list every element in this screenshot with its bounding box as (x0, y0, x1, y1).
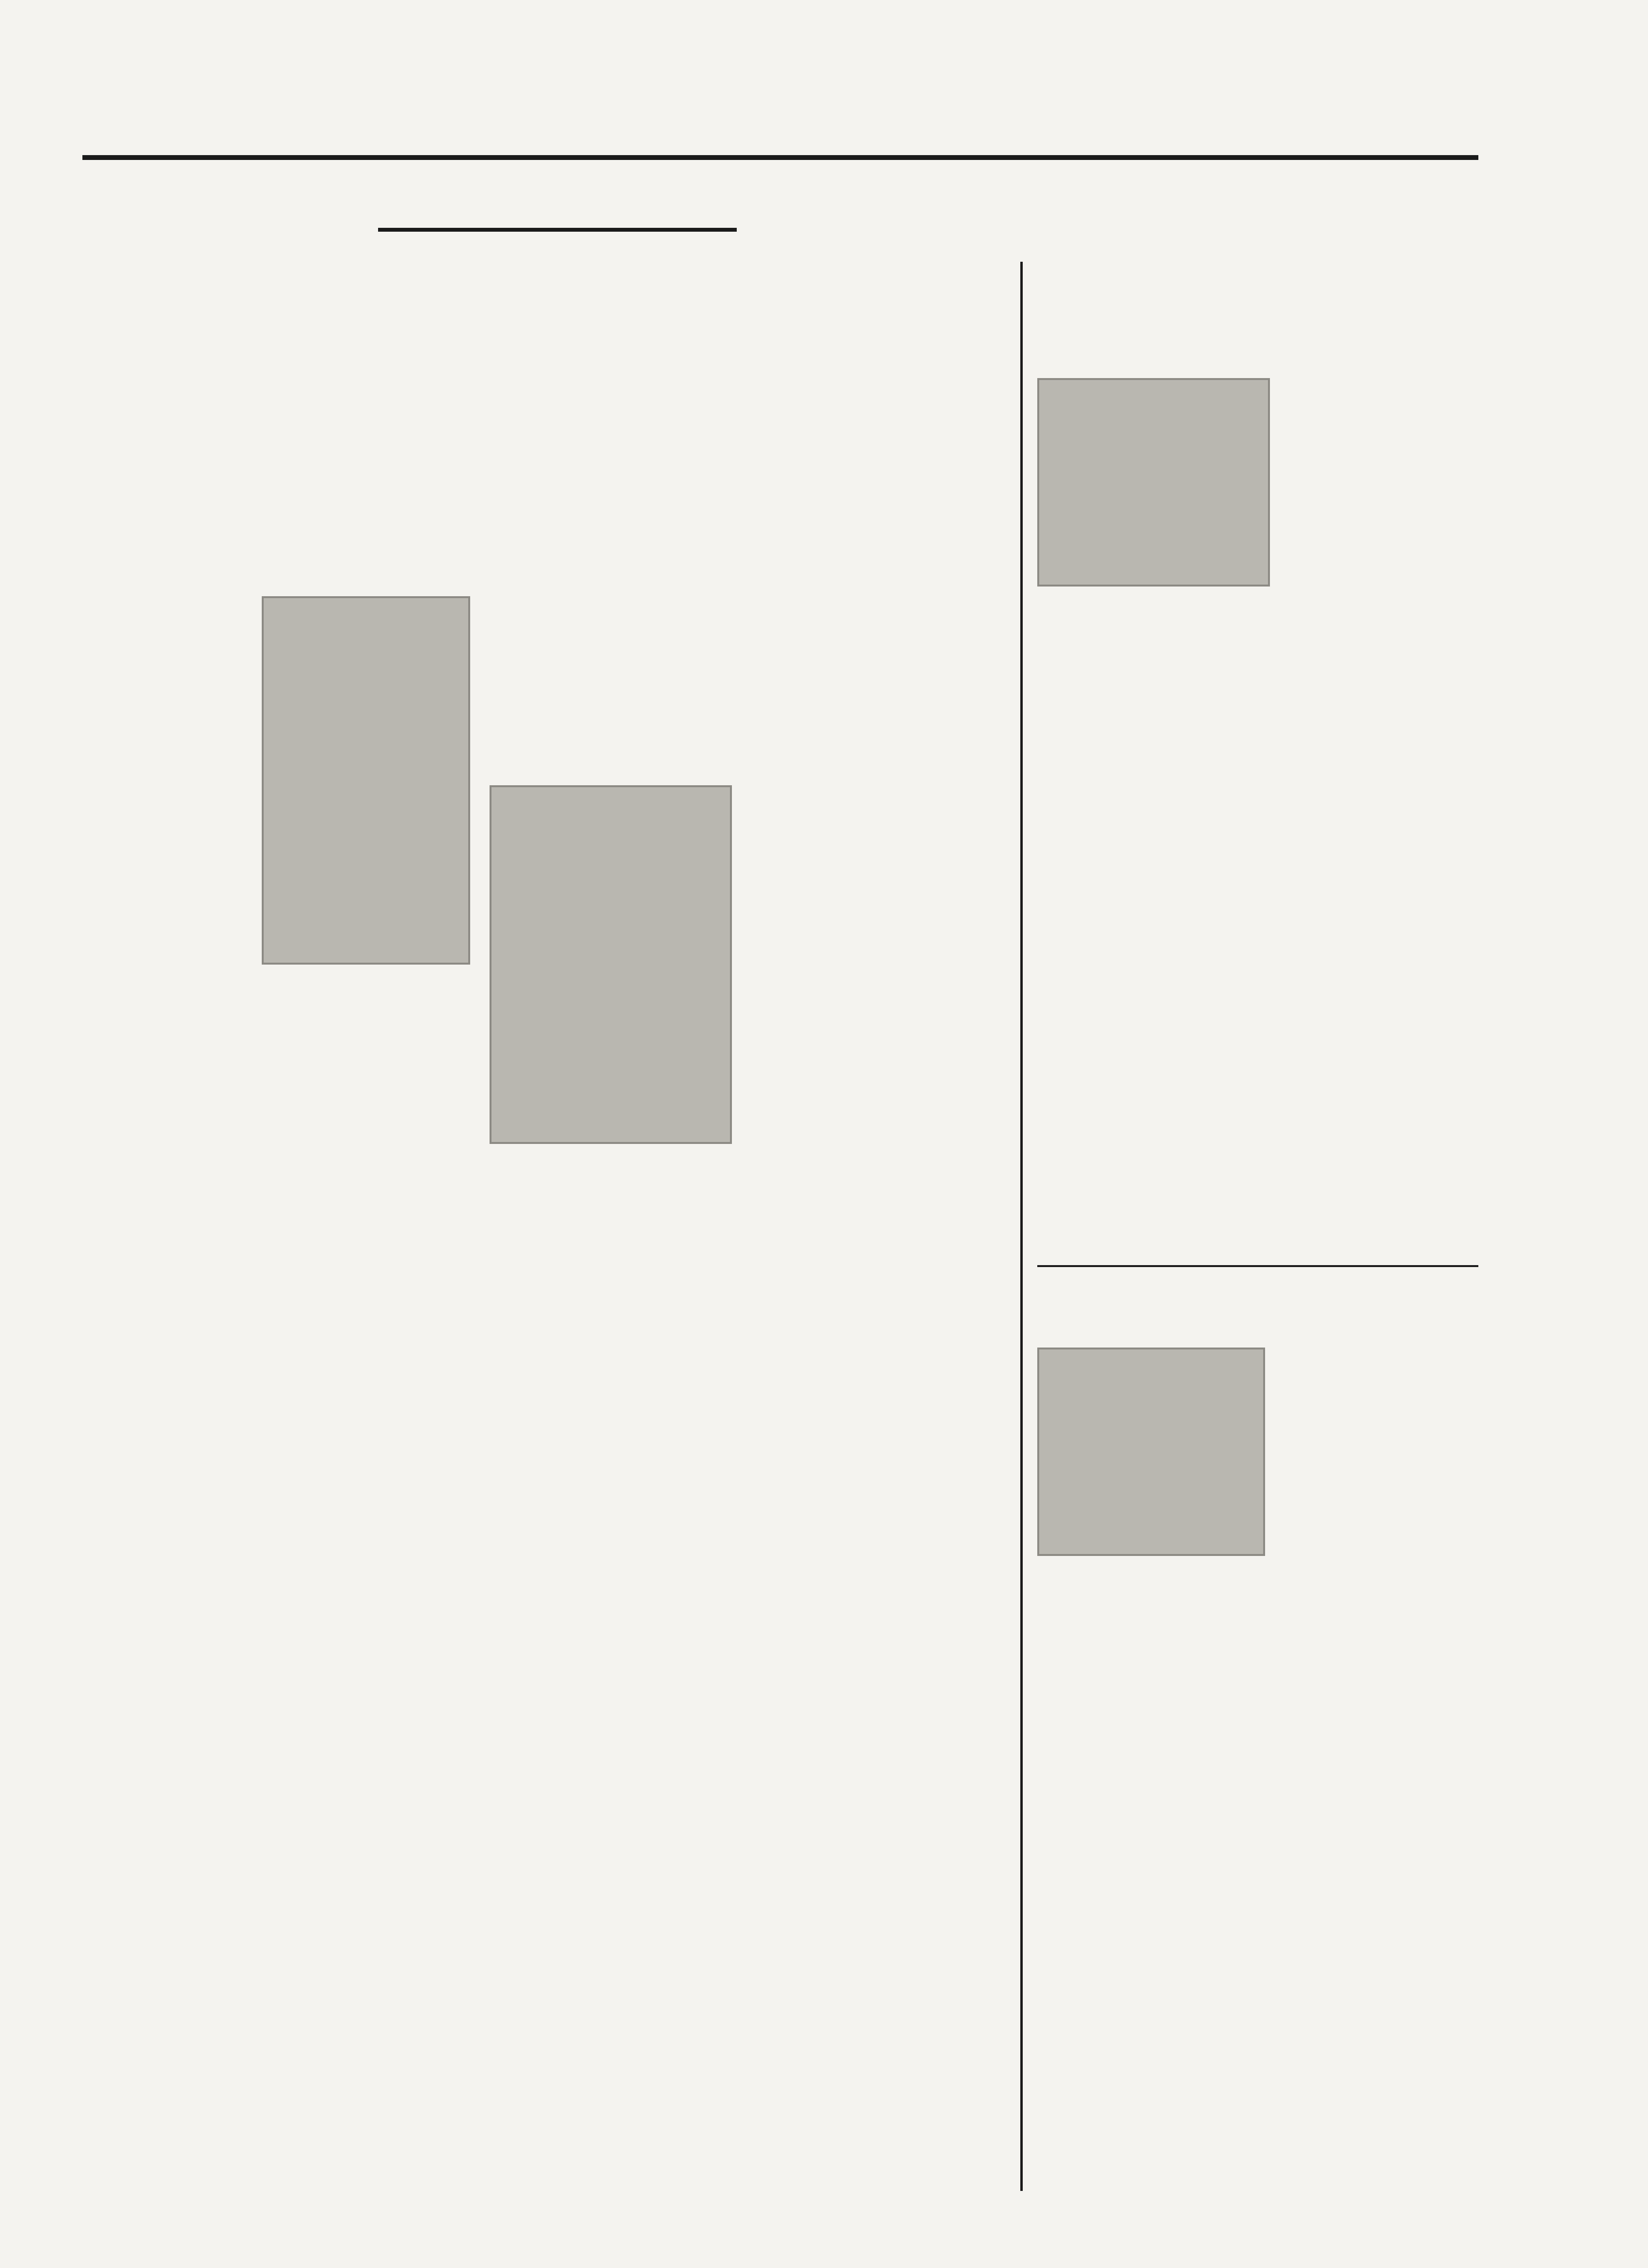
profile-1-headline (1037, 267, 1478, 364)
main-article-photo-young (262, 596, 470, 965)
profile-2-byline (1037, 2118, 1478, 2147)
main-article-headline (82, 262, 1003, 330)
column-divider (1020, 262, 1023, 2191)
profile-2-body (1037, 1348, 1478, 2104)
masthead (82, 82, 1478, 160)
profile-1-body (1037, 378, 1478, 1212)
main-article-byline (553, 2162, 1003, 2191)
profile-divider (1037, 1265, 1478, 1267)
section-title-rule (378, 228, 737, 232)
section-title (756, 160, 1478, 257)
profile-1-byline (1037, 1226, 1478, 1255)
main-article-column-2 (553, 339, 1003, 2162)
profile-2-headline (1037, 1280, 1478, 1333)
